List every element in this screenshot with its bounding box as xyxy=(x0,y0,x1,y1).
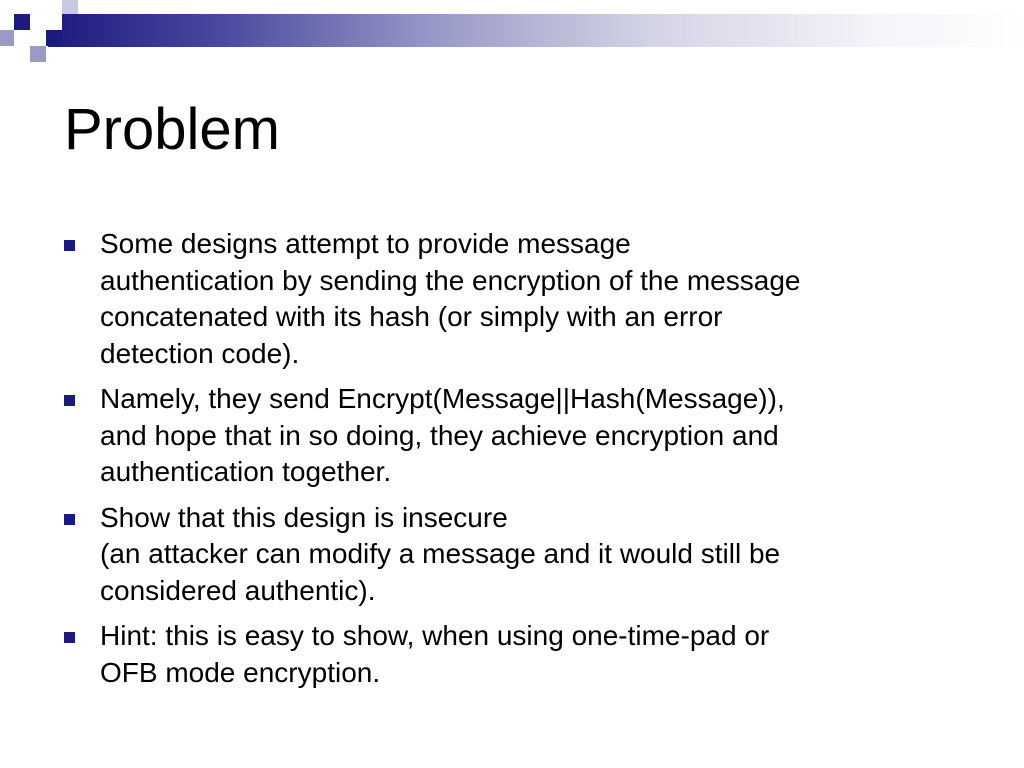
header-square xyxy=(30,0,46,14)
bullet-line: Some designs attempt to provide message xyxy=(100,228,631,259)
bullet-item xyxy=(64,226,964,372)
bullet-line: detection code). xyxy=(100,337,300,369)
bullet-line: authentication together. xyxy=(100,456,392,487)
header-square xyxy=(30,30,46,46)
bullet-item xyxy=(64,381,964,491)
bullet-line: concatenated with its hash (or simply with an error xyxy=(100,301,723,332)
bullet-item xyxy=(64,500,964,610)
bullet-item xyxy=(64,618,964,691)
bullet-line: authentication by sending the encryption of the message xyxy=(100,264,801,296)
header-square xyxy=(62,0,78,14)
bullet-line: Hint: this is easy to show, when using one-time-pad or xyxy=(100,620,770,651)
bullet-line: Namely, they send Encrypt(Message||Hash(Message)), xyxy=(100,383,785,414)
square-bullet-icon xyxy=(64,514,75,525)
bullet-line: (an attacker can modify a message and it would still be xyxy=(100,538,781,569)
bullet-line: and hope that in so doing, they achieve encryption and xyxy=(100,419,779,451)
bullet-list xyxy=(64,226,964,700)
bullet-line: Show that this design is insecure xyxy=(100,501,508,533)
header-square xyxy=(46,30,62,46)
bullet-line: OFB mode encryption. xyxy=(100,656,381,688)
bullet-line: considered authentic). xyxy=(100,574,376,606)
slide-title: Problem xyxy=(64,97,280,162)
square-bullet-icon xyxy=(64,632,75,643)
header-square xyxy=(0,0,14,14)
header-square xyxy=(0,30,14,46)
header-square xyxy=(30,46,46,62)
header-square xyxy=(14,14,30,30)
header-square xyxy=(46,14,62,30)
header-gradient-bar xyxy=(48,14,1024,47)
square-bullet-icon xyxy=(64,240,75,251)
square-bullet-icon xyxy=(64,395,75,406)
